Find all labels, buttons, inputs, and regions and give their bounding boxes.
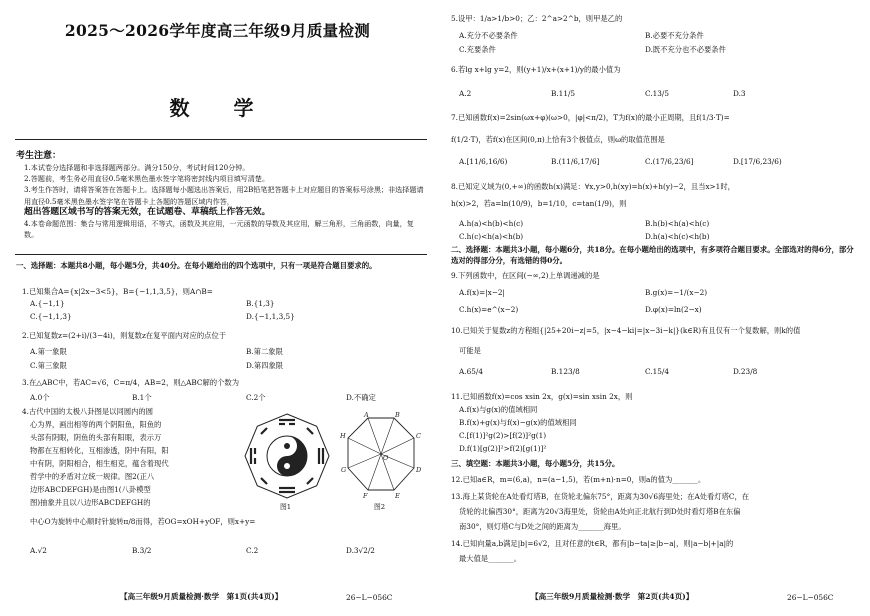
q8-option-a: A.h(a)<h(b)<h(c) (459, 219, 524, 228)
exam-subject: 数 学 (169, 96, 266, 120)
svg-text:C: C (416, 432, 421, 440)
q11-option-a: A.f(x)与g(x)的值域相同 (459, 405, 538, 414)
question-4-line-3: 头部有阴眼，阴鱼的头部有阳眼，表示万 (30, 433, 162, 442)
q5-option-a: A.充分不必要条件 (459, 31, 518, 40)
page-1-code: 26−L−056C (346, 593, 393, 602)
note-2: 2.答题前，考生务必用直径0.5毫米黑色墨水签字笔将密封线内项目填写清楚。 (24, 174, 270, 184)
q2-option-c: C.第三象限 (30, 361, 67, 370)
bagua-figure (243, 412, 331, 500)
svg-text:B: B (395, 412, 400, 419)
q9-option-c: C.h(x)=e^(x−2) (459, 305, 519, 314)
section-2-heading: 二、选择题：本题共3小题，每小题6分，共18分。在每小题给出的选项中，有多项符合题目要求。全部选对的得6分，部分选对的得部分分，有选错的得0分。 (451, 245, 854, 265)
q3-option-c: C.2个 (246, 393, 266, 402)
q11-option-c: C.[f(1)]²g(2)>[f(2)]²g(1) (459, 431, 547, 440)
q6-option-b: B.11/5 (551, 89, 576, 98)
exam-title: 2025～2026学年度高三年级9月质量检测 (64, 21, 371, 40)
figure-1-label: 图1 (280, 503, 292, 511)
question-4-line-8: 图)抽象并且以八边形ABCDEFGH的 (30, 498, 151, 507)
notes-rule (15, 254, 427, 255)
q4-option-c: C.2 (246, 546, 259, 555)
q9-option-b: B.g(x)=−1/(x−2) (645, 288, 708, 297)
page-1-footer: 【高三年级9月质量检测·数学 第1页(共4页)】 (120, 592, 283, 601)
q3-option-a: A.0个 (30, 393, 50, 402)
q5-option-b: B.必要不充分条件 (645, 31, 704, 40)
svg-text:F: F (363, 492, 368, 500)
q2-option-b: B.第二象限 (246, 347, 283, 356)
q4-option-d: D.3√2/2 (346, 546, 375, 555)
page-2 (435, 0, 870, 616)
question-11: 11.已知函数f(x)=cos xsin 2x，g(x)=sin xsin 2x，则 (451, 392, 633, 401)
q10-option-a: A.65/4 (459, 367, 483, 376)
page-2-footer: 【高三年级9月质量检测·数学 第2页(共4页)】 (531, 592, 694, 601)
header-rule (15, 139, 427, 140)
octagon-figure (338, 412, 424, 500)
question-12: 12.已知a∈R，m=(6,a)，n=(a−1,5)，若(m+n)·n=0，则a的值为_______。 (451, 475, 706, 484)
q10-option-d: D.23/8 (733, 367, 758, 376)
q2-option-a: A.第一象限 (30, 347, 67, 356)
svg-text:A: A (364, 412, 369, 419)
q11-option-b: B.f(x)+g(x)与f(x)−g(x)的值域相同 (459, 418, 577, 427)
question-8-line-1: 8.已知定义域为(0,+∞)的函数h(x)满足：∀x,y>0,h(xy)=h(x)+h(y)−2，且当x>1时， (451, 182, 735, 191)
figure-2-label: 图2 (374, 503, 386, 511)
question-10: 10.已知关于复数z的方程组{|25+20i−z|=5，|x−4−ki|=|x−3i−k|}(k∈R)有且仅有一个复数解，则k的值 (451, 326, 801, 335)
page-2-code: 26−L−056C (787, 593, 834, 602)
q2-option-d: D.第四象限 (246, 361, 284, 370)
q4-option-b: B.3/2 (132, 546, 152, 555)
question-8-line-2: h(x)>2，若a=ln(10/9)，b=1/10，c=tan(1/9)，则 (451, 199, 627, 208)
svg-text:D: D (416, 466, 422, 474)
question-13-line-2: 货轮的北偏西30°，距离为20√3海里处，货轮由A处向正北航行到D处时看灯塔B在东偏 (459, 507, 741, 516)
question-13-line-3: 南30°，则灯塔C与D处之间的距离为_______海里。 (459, 522, 626, 531)
q7-option-a: A.[11/6,16/6) (459, 157, 508, 166)
q10-option-c: C.15/4 (645, 367, 670, 376)
q11-option-d: D.f(1)[g(2)]²>f(2)[g(1)]² (459, 444, 547, 453)
q3-option-d: D.不确定 (346, 393, 376, 402)
question-4-line-4: 物都在互相转化，互相渗透，阴中有阳，阳 (30, 446, 169, 455)
q7-option-c: C.(17/6,23/6] (645, 157, 694, 166)
q6-option-d: D.3 (733, 89, 746, 98)
question-6: 6.若lg x+lg y=2，则(y+1)/x+(x+1)/y的最小值为 (451, 65, 621, 74)
question-3: 3.在△ABC中，若AC=√6，C=π/4，AB=2，则△ABC解的个数为 (22, 378, 239, 387)
note-1: 1.本试卷分选择题和非选择题两部分。满分150分，考试时间120分钟。 (24, 163, 250, 172)
question-1: 1.已知集合A={x|2x−3<5}，B={−1,1,3,5}，则A∩B= (22, 287, 213, 296)
question-5: 5.设甲：1/a>1/b>0；乙：2^a>2^b，则甲是乙的 (451, 14, 623, 23)
q8-option-b: B.h(b)<h(a)<h(c) (645, 219, 710, 228)
svg-text:O: O (383, 454, 389, 462)
q8-option-c: C.h(c)<h(a)<h(b) (459, 232, 524, 241)
q8-option-d: D.h(a)<h(c)<h(b) (645, 232, 710, 241)
question-14-line-1: 14.已知向量a,b满足|b|=6√2，且对任意的t∈R，都有|b−ta|≥|b−a|，则|a−b|+|a|的 (451, 539, 734, 548)
section-3-heading: 三、填空题：本题共3小题，每小题5分，共15分。 (451, 459, 620, 468)
note-3-emphasis: 超出答题区域书写的答案无效，在试题卷、草稿纸上作答无效。 (24, 206, 271, 217)
svg-text:G: G (341, 466, 347, 474)
q9-option-d: D.φ(x)=ln(2−x) (645, 305, 702, 314)
q10-option-b: B.123/8 (551, 367, 580, 376)
question-7-line-2: f(1/2·T)，若f(x)在区间(0,π)上恰有3个极值点，则ω的取值范围是 (451, 135, 665, 144)
question-4-line-2: 心为界，画出相等的两个阴阳鱼，阳鱼的 (30, 420, 162, 429)
svg-text:E: E (395, 492, 400, 500)
question-14-line-2: 最大值是_______。 (459, 554, 522, 563)
q3-option-b: B.1个 (132, 393, 152, 402)
q1-option-c: C.{−1,1,3} (30, 312, 72, 321)
q4-option-a: A.√2 (30, 546, 47, 555)
q1-option-a: A.{−1,1} (30, 299, 65, 308)
q5-option-d: D.既不充分也不必要条件 (645, 45, 726, 54)
question-7-line-1: 7.已知函数f(x)=2sin(ωx+φ)(ω>0，|φ|<π/2)，T为f(x)的最小正周期，且f(1/3·T)= (451, 113, 730, 122)
question-9: 9.下列函数中，在区间(−∞,2)上单调递减的是 (451, 271, 600, 280)
q7-option-d: D.[17/6,23/6) (733, 157, 782, 166)
question-13-line-1: 13.海上某货轮在A处看灯塔B，在货轮北偏东75°，距离为30√6海里处；在A处看灯塔C，在 (451, 492, 750, 501)
question-2: 2.已知复数z=(2+i)/(3−4i)，则复数z在复平面内对应的点位于 (22, 331, 227, 340)
notes-heading: 考生注意： (16, 151, 62, 161)
question-4-line-5: 中有阴，阴阳相合，相生相克，蕴含着现代 (30, 459, 169, 468)
note-3: 3.考生作答时，请将答案答在答题卡上。选择题每小题选出答案后，用2B铅笔把答题卡上对应题目的答案标号涂黑；非选择题请用直径0.5毫米黑色墨水签字笔在答题卡上各题的答题区域内作答， (24, 185, 424, 206)
q1-option-d: D.{−1,1,3,5} (246, 312, 295, 321)
note-4: 4.本卷命题范围：集合与常用逻辑用语，不等式，函数及其应用，一元函数的导数及其应用，解三角形，三角函数，向量，复数。 (24, 219, 414, 240)
q5-option-c: C.充要条件 (459, 45, 496, 54)
q1-option-b: B.{1,3} (246, 299, 275, 308)
q6-option-a: A.2 (459, 89, 472, 98)
q9-option-a: A.f(x)=|x−2| (459, 288, 506, 297)
q6-option-c: C.13/5 (645, 89, 670, 98)
taiji-light-eye (284, 463, 290, 469)
question-4-line-6: 哲学中的矛盾对立统一规律。图2(正八 (30, 472, 155, 481)
question-4-line-9: 中心O为旋转中心顺时针旋转π/8而得，若OG=xOH+yOF，则x+y= (30, 517, 256, 526)
question-4-line-1: 4.古代中国的太极八卦图是以同圆内的圆 (22, 407, 154, 416)
notes-block (16, 150, 424, 240)
taiji-dark-eye (284, 443, 290, 449)
section-1-heading: 一、选择题：本题共8小题，每小题5分，共40分。在每小题给出的四个选项中，只有一项是符合题目要求的。 (16, 261, 377, 270)
svg-text:H: H (340, 432, 346, 440)
q7-option-b: B.(11/6,17/6] (551, 157, 600, 166)
question-10-line-2: 可能是 (459, 346, 481, 355)
question-4-line-7: 边形ABCDEFGH)是由图1(八卦模型 (30, 485, 151, 494)
